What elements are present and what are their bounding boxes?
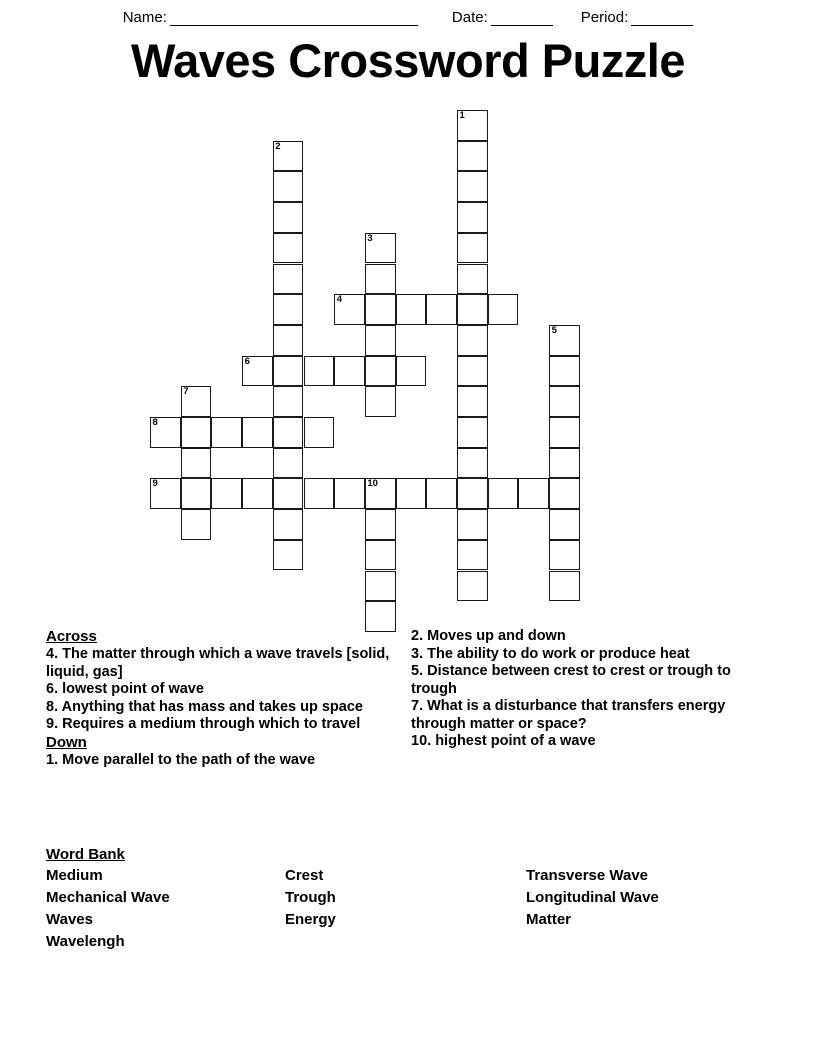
crossword-cell[interactable] (273, 171, 304, 202)
word-bank-item (526, 931, 766, 953)
crossword-cell[interactable] (181, 509, 212, 540)
clue-down-5-number: 5. (411, 663, 424, 679)
crossword-cell[interactable] (457, 509, 488, 540)
crossword-cell-numbered-7[interactable] (181, 386, 212, 417)
crossword-cell-number: 7 (183, 386, 189, 398)
crossword-cell-number: 1 (459, 110, 465, 121)
page-title: Waves Crossword Puzzle (130, 34, 686, 87)
clue-across-6-text: lowest point of wave (62, 681, 204, 697)
crossword-cell[interactable] (211, 417, 242, 448)
crossword-cell-numbered-3[interactable] (365, 233, 396, 264)
crossword-cell[interactable] (273, 540, 304, 571)
crossword-cell[interactable] (457, 233, 488, 264)
crossword-cell[interactable] (549, 478, 580, 509)
crossword-cell[interactable] (549, 448, 580, 479)
clue-across-9 (46, 716, 411, 734)
clue-down-3 (411, 646, 751, 664)
word-bank-item (285, 931, 526, 953)
crossword-cell[interactable] (273, 294, 304, 325)
crossword-cell-numbered-10[interactable] (365, 478, 396, 509)
crossword-cell-numbered-2[interactable] (273, 141, 304, 172)
crossword-cell[interactable] (457, 540, 488, 571)
crossword-cell-numbered-6[interactable] (242, 356, 273, 387)
clue-down-1-text: Move parallel to the path of the wave (62, 751, 316, 768)
clue-down-10 (411, 733, 751, 751)
crossword-cell[interactable] (273, 325, 304, 356)
crossword-cell[interactable] (457, 417, 488, 448)
crossword-cell[interactable] (334, 478, 365, 509)
clue-across-8-number: 8. (46, 698, 59, 715)
crossword-cell-number: 6 (244, 355, 250, 367)
crossword-cell[interactable] (457, 325, 488, 356)
crossword-cell[interactable] (426, 478, 457, 509)
clue-down-5-text: Distance between crest to crest or trough to trough (411, 663, 731, 697)
name-label: Name: (122, 9, 167, 26)
crossword-cell[interactable] (334, 356, 365, 387)
crossword-cell-number: 9 (152, 478, 158, 490)
crossword-cell[interactable] (365, 571, 396, 602)
crossword-cell-number: 4 (336, 294, 342, 306)
crossword-cell[interactable] (365, 509, 396, 540)
crossword-cell[interactable] (457, 141, 488, 172)
crossword-cell[interactable] (549, 571, 580, 602)
crossword-cell[interactable] (273, 478, 304, 509)
crossword-cell[interactable] (457, 294, 488, 325)
crossword-cell[interactable] (365, 325, 396, 356)
student-info-header (0, 0, 816, 26)
word-bank-row (46, 931, 770, 953)
clue-column-right (411, 628, 751, 751)
crossword-cell[interactable] (396, 294, 427, 325)
across-heading: Across (46, 628, 97, 645)
crossword-cell[interactable] (488, 478, 519, 509)
clue-across-8-text: Anything that has mass and takes up space (61, 698, 363, 715)
word-bank-item: Matter (526, 911, 572, 928)
crossword-cell[interactable] (457, 386, 488, 417)
date-field-group (452, 9, 553, 26)
crossword-cell[interactable] (273, 233, 304, 264)
crossword-cell[interactable] (549, 386, 580, 417)
clue-down-7 (411, 698, 751, 733)
crossword-cell[interactable] (549, 417, 580, 448)
crossword-cell-number: 8 (152, 417, 158, 428)
crossword-cell[interactable] (273, 264, 304, 295)
word-bank-item: Waves (46, 911, 93, 928)
crossword-cell[interactable] (549, 356, 580, 387)
crossword-cell[interactable] (181, 448, 212, 479)
clue-across-4-text: The matter through which a wave travels [solid, liquid, gas] (46, 646, 390, 680)
clue-down-1 (46, 752, 411, 770)
crossword-cell-number: 5 (551, 324, 557, 336)
clue-down-3-text: The ability to do work or produce heat (427, 645, 690, 662)
clue-section (46, 628, 770, 769)
crossword-cell-numbered-5[interactable] (549, 325, 580, 356)
crossword-cell[interactable] (396, 478, 427, 509)
word-bank-item: Energy (285, 911, 336, 928)
word-bank-item: Medium (46, 867, 103, 884)
crossword-cell[interactable] (273, 448, 304, 479)
crossword-cell-numbered-4[interactable] (334, 294, 365, 325)
clue-down-2 (411, 628, 751, 646)
crossword-cell[interactable] (304, 356, 335, 387)
word-bank-item: Transverse Wave (526, 867, 649, 884)
clue-across-8 (46, 699, 411, 717)
crossword-cell-number: 10 (367, 478, 378, 490)
crossword-cell[interactable] (518, 478, 549, 509)
clue-down-3-number: 3. (411, 645, 424, 662)
crossword-cell[interactable] (549, 509, 580, 540)
date-write-in-line[interactable] (491, 13, 553, 26)
clue-column-left (46, 628, 411, 769)
crossword-cell[interactable] (457, 202, 488, 233)
crossword-cell-numbered-1[interactable] (457, 110, 488, 141)
clue-down-7-number: 7. (411, 698, 424, 714)
crossword-cell[interactable] (273, 202, 304, 233)
crossword-cell[interactable] (457, 571, 488, 602)
clue-down-2-number: 2. (411, 628, 424, 644)
crossword-cell[interactable] (304, 417, 335, 448)
crossword-cell[interactable] (365, 540, 396, 571)
word-bank-row (46, 909, 770, 931)
crossword-cell[interactable] (549, 540, 580, 571)
period-field-group (581, 9, 694, 26)
word-bank-row (46, 887, 770, 909)
name-write-in-line[interactable] (170, 13, 418, 26)
clue-down-10-text: highest point of a wave (435, 733, 596, 749)
crossword-cell-numbered-8[interactable] (150, 417, 181, 448)
crossword-cell[interactable] (457, 448, 488, 479)
crossword-cell[interactable] (365, 356, 396, 387)
crossword-cell[interactable] (457, 478, 488, 509)
clue-down-5 (411, 663, 751, 698)
word-bank-row (46, 865, 770, 887)
clue-down-2-text: Moves up and down (427, 628, 566, 644)
clue-across-4 (46, 646, 411, 681)
crossword-cell[interactable] (457, 356, 488, 387)
crossword-cell-number: 2 (275, 140, 281, 152)
clue-across-6-number: 6. (46, 681, 59, 697)
date-label: Date: (451, 9, 488, 26)
crossword-cell-number: 3 (367, 232, 373, 244)
crossword-cell-numbered-9[interactable] (150, 478, 181, 509)
word-bank-item: Longitudinal Wave (526, 889, 659, 906)
crossword-cell[interactable] (242, 417, 273, 448)
period-label: Period: (580, 9, 629, 26)
period-write-in-line[interactable] (631, 13, 693, 26)
word-bank-item: Trough (285, 889, 336, 906)
crossword-cell[interactable] (181, 478, 212, 509)
crossword-cell[interactable] (426, 294, 457, 325)
crossword-cell[interactable] (365, 294, 396, 325)
word-bank-section (46, 845, 770, 953)
word-bank-item: Crest (285, 867, 324, 884)
down-heading: Down (46, 733, 87, 751)
clue-down-7-text: What is a disturbance that transfers energy through matter or space? (411, 698, 726, 732)
name-field-group (123, 9, 418, 26)
crossword-cell[interactable] (273, 386, 304, 417)
word-bank-heading: Word Bank (46, 846, 125, 863)
clue-across-9-text: Requires a medium through which to travel (62, 716, 361, 732)
word-bank-item: Wavelengh (46, 933, 125, 950)
crossword-cell[interactable] (457, 264, 488, 295)
crossword-cell[interactable] (457, 171, 488, 202)
clue-across-6 (46, 681, 411, 699)
crossword-cell[interactable] (181, 417, 212, 448)
crossword-cell[interactable] (273, 509, 304, 540)
crossword-cell[interactable] (304, 478, 335, 509)
word-bank-item: Mechanical Wave (46, 889, 170, 906)
crossword-cell[interactable] (488, 294, 519, 325)
crossword-cell[interactable] (242, 478, 273, 509)
crossword-cell[interactable] (211, 478, 242, 509)
crossword-cell[interactable] (365, 264, 396, 295)
clue-down-10-number: 10. (411, 733, 432, 749)
crossword-cell[interactable] (273, 356, 304, 387)
clue-across-4-number: 4. (46, 646, 59, 662)
crossword-cell[interactable] (273, 417, 304, 448)
crossword-cell[interactable] (365, 386, 396, 417)
crossword-grid (150, 110, 610, 630)
clue-down-1-number: 1. (46, 751, 59, 768)
clue-across-9-number: 9. (46, 716, 59, 732)
crossword-cell[interactable] (396, 356, 427, 387)
